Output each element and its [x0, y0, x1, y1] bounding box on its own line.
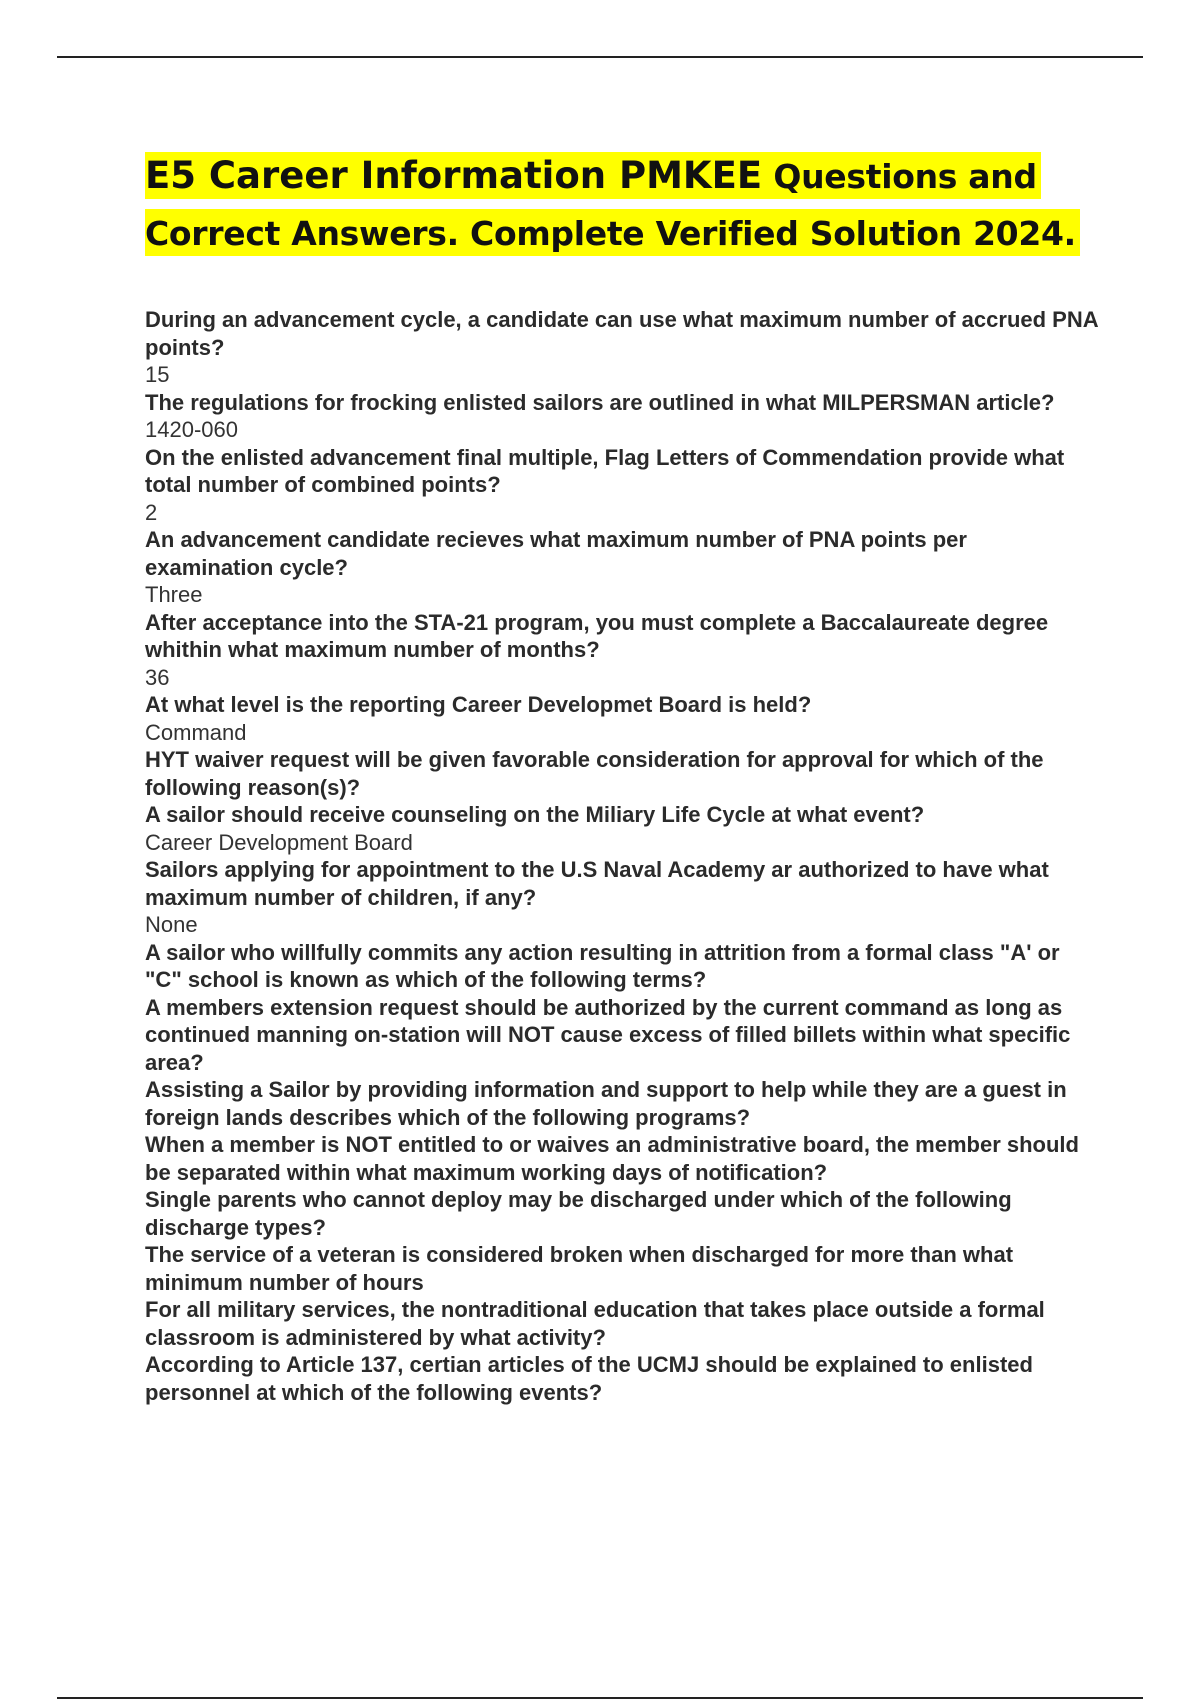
question: An advancement candidate recieves what maximum number of PNA points per examination cycle?	[145, 527, 967, 580]
question: According to Article 137, certian articles of the UCMJ should be explained to enlisted personnel at which of the following events?	[145, 1352, 1033, 1405]
answer: Career Development Board	[145, 829, 413, 855]
qa-list	[145, 306, 1100, 1406]
question: Single parents who cannot deploy may be discharged under which of the following discharge types?	[145, 1187, 1012, 1240]
title-part2: Questions and Correct Answers. Complete Verified Solution 2024.	[145, 157, 1076, 253]
answer: Command	[145, 719, 247, 745]
bottom-rule	[57, 1697, 1143, 1699]
question: When a member is NOT entitled to or waives an administrative board, the member should be separated within what maximum working days of notification?	[145, 1132, 1079, 1185]
top-rule	[57, 56, 1143, 58]
question: On the enlisted advancement final multiple, Flag Letters of Commendation provide what total number of combined points?	[145, 444, 1065, 497]
document-title	[145, 148, 1105, 262]
question: Assisting a Sailor by providing information and support to help while they are a guest in foreign lands describes which of the following programs?	[145, 1077, 1067, 1130]
question: A sailor should receive counseling on the Miliary Life Cycle at what event?	[145, 802, 925, 827]
question: HYT waiver request will be given favorable consideration for approval for which of the following reason(s)?	[145, 747, 1044, 800]
question: After acceptance into the STA-21 program, you must complete a Baccalaureate degree whithin what maximum number of months?	[145, 609, 1049, 662]
answer: 1420-060	[145, 417, 238, 442]
question: A sailor who willfully commits any action resulting in attrition from a formal class "A' or "C" school is known as which of the following terms?	[145, 939, 1060, 992]
question: The service of a veteran is considered broken when discharged for more than what minimum number of hours	[145, 1242, 1014, 1295]
question: For all military services, the nontraditional education that takes place outside a formal classroom is administered by what activity?	[145, 1297, 1045, 1350]
question: Sailors applying for appointment to the U.S Naval Academy ar authorized to have what maximum number of children, if any?	[145, 857, 1049, 910]
title-part1: E5 Career Information PMKEE	[145, 154, 763, 197]
answer: None	[145, 912, 198, 937]
answer: 36	[145, 664, 170, 690]
title-highlight	[145, 152, 1080, 256]
answer: 15	[145, 362, 170, 387]
question: A members extension request should be authorized by the current command as long as continued manning on-station will NOT cause excess of filled billets within what specific area?	[145, 994, 1071, 1075]
answer: Three	[145, 582, 203, 607]
question: At what level is the reporting Career Developmet Board is held?	[145, 692, 812, 717]
question: During an advancement cycle, a candidate can use what maximum number of accrued PNA points?	[145, 307, 1098, 360]
answer: 2	[145, 499, 158, 525]
question: The regulations for frocking enlisted sailors are outlined in what MILPERSMAN article?	[145, 389, 1055, 415]
